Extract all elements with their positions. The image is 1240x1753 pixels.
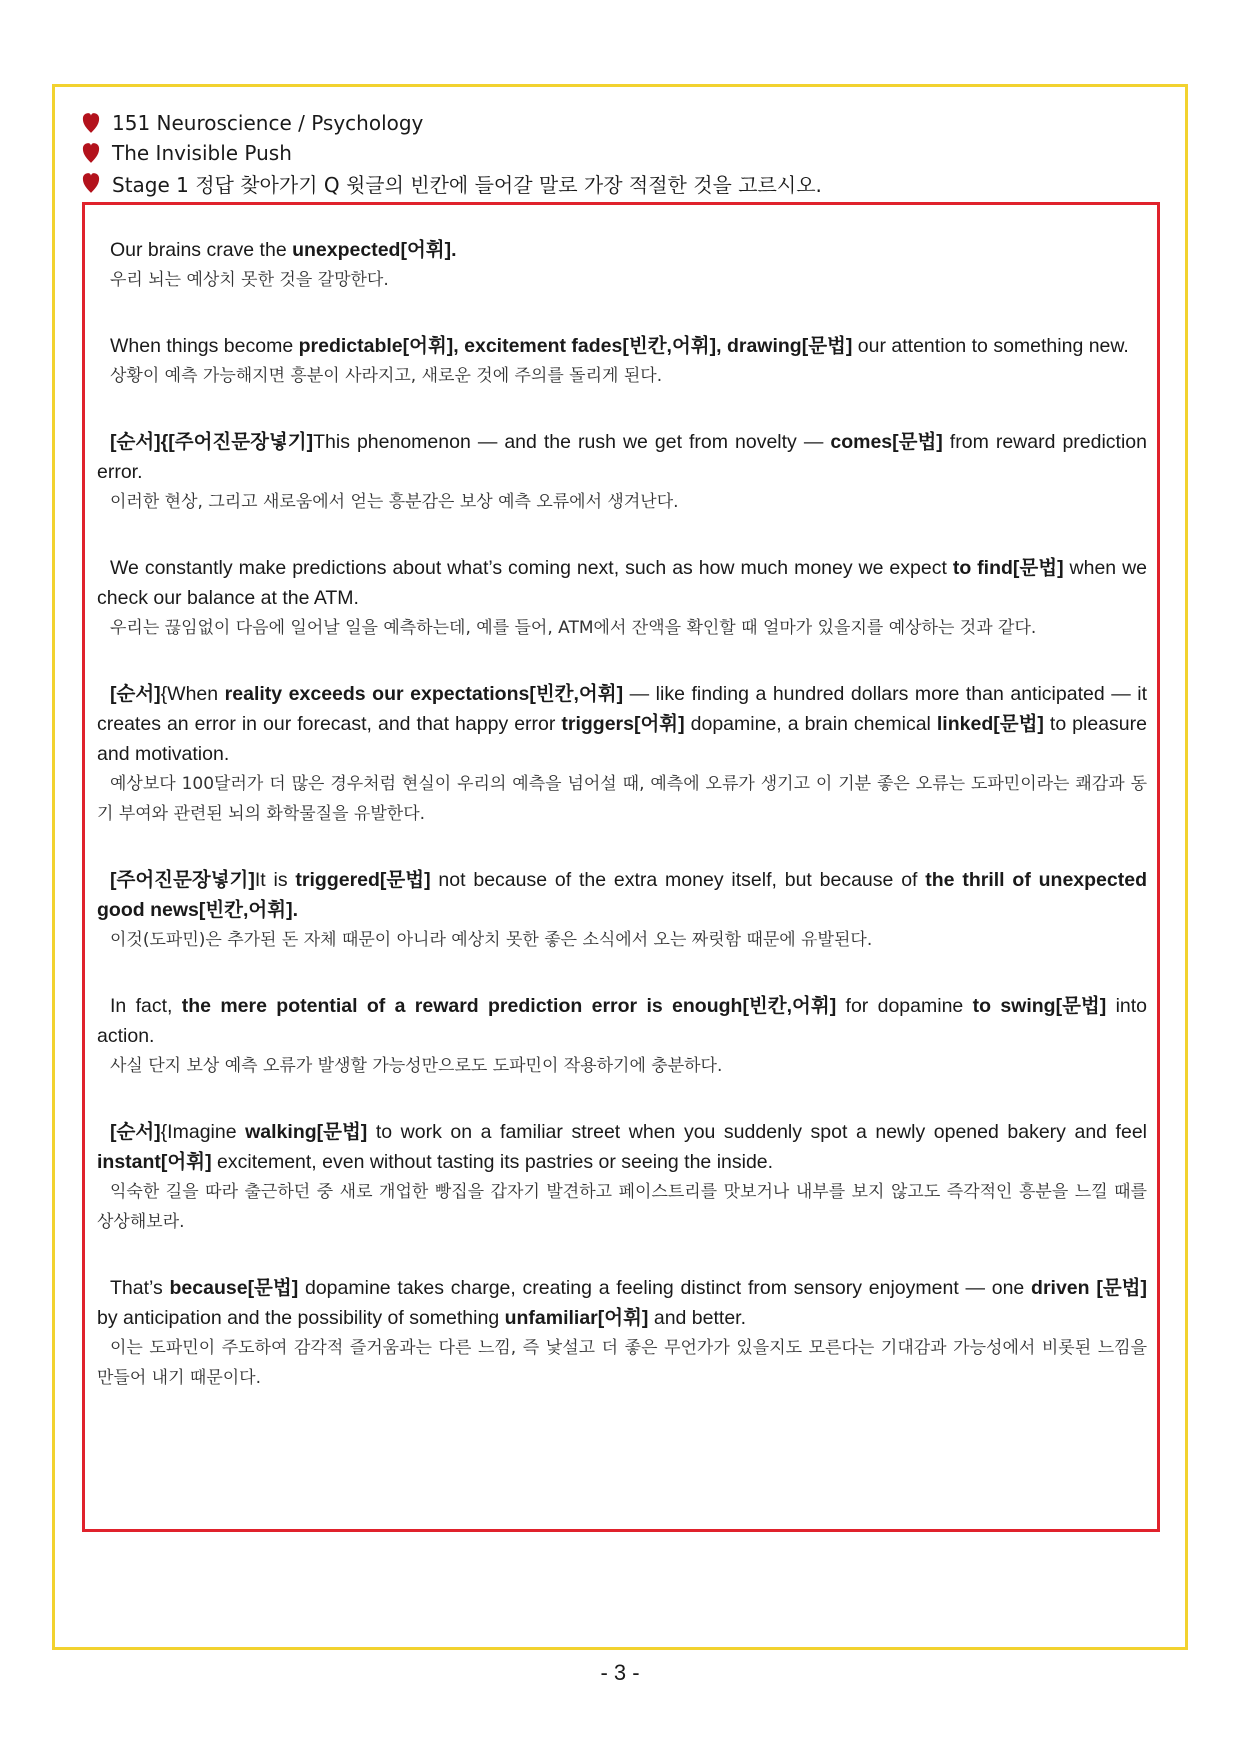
annotated-phrase: walking[문법] [245, 1121, 368, 1143]
korean-translation: 우리는 끊임없이 다음에 일어날 일을 예측하는데, 예를 들어, ATM에서 잔액을 확인할 때 얼마가 있을지를 예상하는 것과 같다. [110, 618, 1037, 638]
sentence-text: excitement, even without tasting its pastries or seeing the inside. [211, 1151, 774, 1173]
english-sentence [97, 427, 1147, 487]
sentence-block [97, 235, 1147, 295]
korean-translation: 사실 단지 보상 예측 오류가 발생할 가능성만으로도 도파민이 작용하기에 충분하다. [110, 1056, 723, 1076]
heart-bullet-icon [82, 142, 100, 164]
sentence-text: by anticipation and the possibility of something [97, 1307, 505, 1329]
annotated-phrase: because[문법] [169, 1277, 299, 1299]
sentence-text: dopamine takes charge, creating a feeling distinct from sensory enjoyment — one [298, 1277, 1032, 1299]
annotated-phrase: the mere potential of a reward prediction error is enough[빈칸,어휘] [181, 995, 837, 1017]
heart-bullet-icon [82, 112, 100, 134]
header-line-2 [82, 138, 822, 168]
sentence-text: and better. [648, 1307, 747, 1329]
korean-translation: 이는 도파민이 주도하여 감각적 즐거움과는 다른 느낌, 즉 낯설고 더 좋은 무언가가 있을지도 모른다는 기대감과 가능성에서 비롯된 느낌을 만들어 내기 때문이다. [97, 1338, 1147, 1388]
english-sentence [97, 991, 1147, 1051]
sentence-text: from reward prediction error. [97, 431, 1147, 483]
sentence-text: into action. [97, 995, 1148, 1047]
english-sentence [97, 235, 1147, 265]
passage-title: The Invisible Push [112, 141, 292, 165]
sentence-block [97, 679, 1147, 829]
annotated-phrase: driven [문법] [1031, 1277, 1147, 1299]
annotated-phrase: to swing[문법] [972, 995, 1107, 1017]
sentence-text: when we check our balance at the ATM. [97, 557, 1148, 609]
page-number: - 3 - [600, 1660, 640, 1685]
sentence-block [97, 991, 1147, 1081]
annotated-phrase: [순서] [110, 1121, 161, 1143]
korean-translation: 익숙한 길을 따라 출근하던 중 새로 개업한 빵집을 갑자기 발견하고 페이스트리를 맛보거나 내부를 보지 않고도 즉각적인 흥분을 느낄 때를 상상해보라. [97, 1182, 1147, 1232]
sentence-text: to work on a familiar street when you suddenly spot a newly opened bakery and feel [367, 1121, 1147, 1143]
sentence-text: In fact, [110, 995, 182, 1017]
header-line-1 [82, 108, 822, 138]
sentence-text: That’s [110, 1277, 170, 1299]
header-line-3 [82, 168, 822, 198]
annotated-phrase: triggers[어휘] [561, 713, 685, 735]
annotated-phrase: reality exceeds our expectations[빈칸,어휘] [224, 683, 624, 705]
sentence-text: We constantly make predictions about what’s coming next, such as how much money we expect [110, 557, 953, 579]
subject-label: 151 Neuroscience / Psychology [112, 111, 424, 135]
sentence-text: not because of the extra money itself, but because of [430, 869, 926, 891]
sentence-block [97, 865, 1147, 955]
sentence-block [97, 331, 1147, 391]
english-sentence [97, 865, 1147, 925]
stage-instruction: Stage 1 정답 찾아가기 Q 윗글의 빈칸에 들어갈 말로 가장 적절한 것을 고르시오. [112, 172, 822, 197]
annotated-phrase: [주어진문장넣기] [110, 869, 255, 891]
english-sentence [97, 1117, 1147, 1177]
sentence-text: When things become [110, 335, 299, 357]
sentence-text: our attention to something new. [852, 335, 1129, 357]
sentence-text: It is [254, 869, 296, 891]
annotated-phrase: comes[문법] [830, 431, 943, 453]
annotated-phrase: triggered[문법] [295, 869, 431, 891]
annotated-phrase: [순서]{[주어진문장넣기] [110, 431, 314, 453]
sentence-text: dopamine, a brain chemical [684, 713, 937, 735]
korean-translation: 상황이 예측 가능해지면 흥분이 사라지고, 새로운 것에 주의를 돌리게 된다. [110, 366, 663, 386]
sentence-text: Our brains crave the [110, 239, 293, 261]
annotated-phrase: unfamiliar[어휘] [504, 1307, 649, 1329]
korean-translation: 이것(도파민)은 추가된 돈 자체 때문이 아니라 예상치 못한 좋은 소식에서 오는 짜릿함 때문에 유발된다. [110, 930, 873, 950]
sentence-block [97, 1273, 1147, 1393]
korean-translation: 이러한 현상, 그리고 새로움에서 얻는 흥분감은 보상 예측 오류에서 생겨난다. [110, 492, 679, 512]
korean-translation: 예상보다 100달러가 더 많은 경우처럼 현실이 우리의 예측을 넘어설 때, 예측에 오류가 생기고 이 기분 좋은 오류는 도파민이라는 쾌감과 동기 부여와 관련된 뇌의 화학물질을 유발한다. [97, 774, 1147, 824]
english-sentence [97, 679, 1147, 769]
sentence-text: to pleasure and motivation. [97, 713, 1147, 765]
sentence-block [97, 1117, 1147, 1237]
english-sentence [97, 1273, 1147, 1333]
annotated-phrase: [순서] [110, 683, 161, 705]
annotated-phrase: predictable[어휘], excitement fades[빈칸,어휘], drawing[문법] [298, 335, 853, 357]
english-sentence [97, 553, 1147, 613]
annotated-phrase: unexpected[어휘]. [292, 239, 457, 261]
english-sentence [97, 331, 1147, 361]
passage-box [82, 202, 1160, 1532]
annotated-phrase: linked[문법] [936, 713, 1044, 735]
heart-bullet-icon [82, 172, 100, 194]
sentence-text: {Imagine [160, 1121, 246, 1143]
sentence-text: This phenomenon — and the rush we get from novelty — [313, 431, 831, 453]
annotated-phrase: the thrill of unexpected good news[빈칸,어휘]. [97, 869, 1147, 921]
sentence-text: for dopamine [836, 995, 973, 1017]
annotated-phrase: instant[어휘] [97, 1151, 212, 1173]
sentence-block [97, 427, 1147, 517]
sentence-block [97, 553, 1147, 643]
page-header [82, 108, 822, 198]
korean-translation: 우리 뇌는 예상치 못한 것을 갈망한다. [110, 270, 389, 290]
sentence-text: {When [160, 683, 225, 705]
annotated-phrase: to find[문법] [952, 557, 1064, 579]
sentence-text: — like finding a hundred dollars more than anticipated — it creates an error in our forecast, and that happy error [97, 683, 1148, 735]
